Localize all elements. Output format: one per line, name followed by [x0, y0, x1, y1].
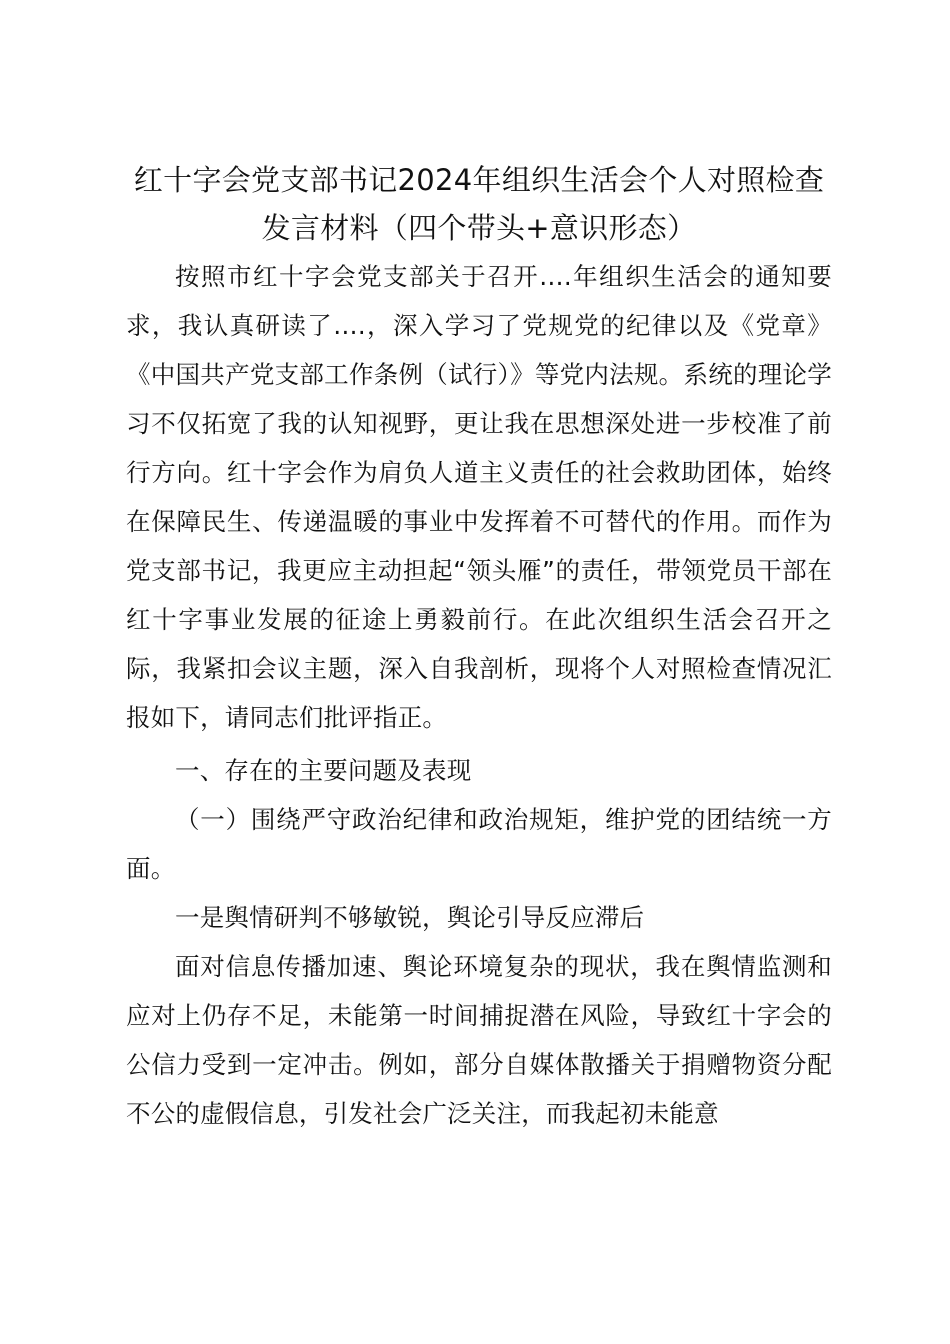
- document-body: [126, 156, 832, 1138]
- subsection-heading: （一）围绕严守政治纪律和政治规矩，维护党的团结统一方面。: [126, 805, 832, 883]
- title-line-1: 红十字会党支部书记2024年组织生活会个人对照检查: [133, 163, 825, 197]
- point-body-paragraph: 面对信息传播加速、舆论环境复杂的现状，我在舆情监测和应对上仍存不足，未能第一时间捕捉潜在风险，导致红十字会的公信力受到一定冲击。例如，部分自媒体散播关于捐赠物资分配不公的虚假信息，引发社会广泛关注，而我起初未能意: [126, 952, 832, 1128]
- point-heading: 一是舆情研判不够敏锐，舆论引导反应滞后: [175, 903, 645, 932]
- intro-paragraph: 按照市红十字会党支部关于召开….年组织生活会的通知要求，我认真研读了….，深入学习了党规党的纪律以及《党章》《中国共产党支部工作条例（试行）》等党内法规。系统的理论学习不仅拓宽了我的认知视野，更让我在思想深处进一步校准了前行方向。红十字会作为肩负人道主义责任的社会救助团体，始终在保障民生、传递温暖的事业中发挥着不可替代的作用。而作为党支部书记，我更应主动担起“领头雁”的责任，带领党员干部在红十字事业发展的征途上勇毅前行。在此次组织生活会召开之际，我紧扣会议主题，深入自我剖析，现将个人对照检查情况汇报如下，请同志们批评指正。: [126, 262, 832, 732]
- section-heading: 一、存在的主要问题及表现: [175, 756, 472, 785]
- title-line-2: 发言材料（四个带头+意识形态）: [261, 211, 697, 245]
- document-title: [126, 156, 832, 252]
